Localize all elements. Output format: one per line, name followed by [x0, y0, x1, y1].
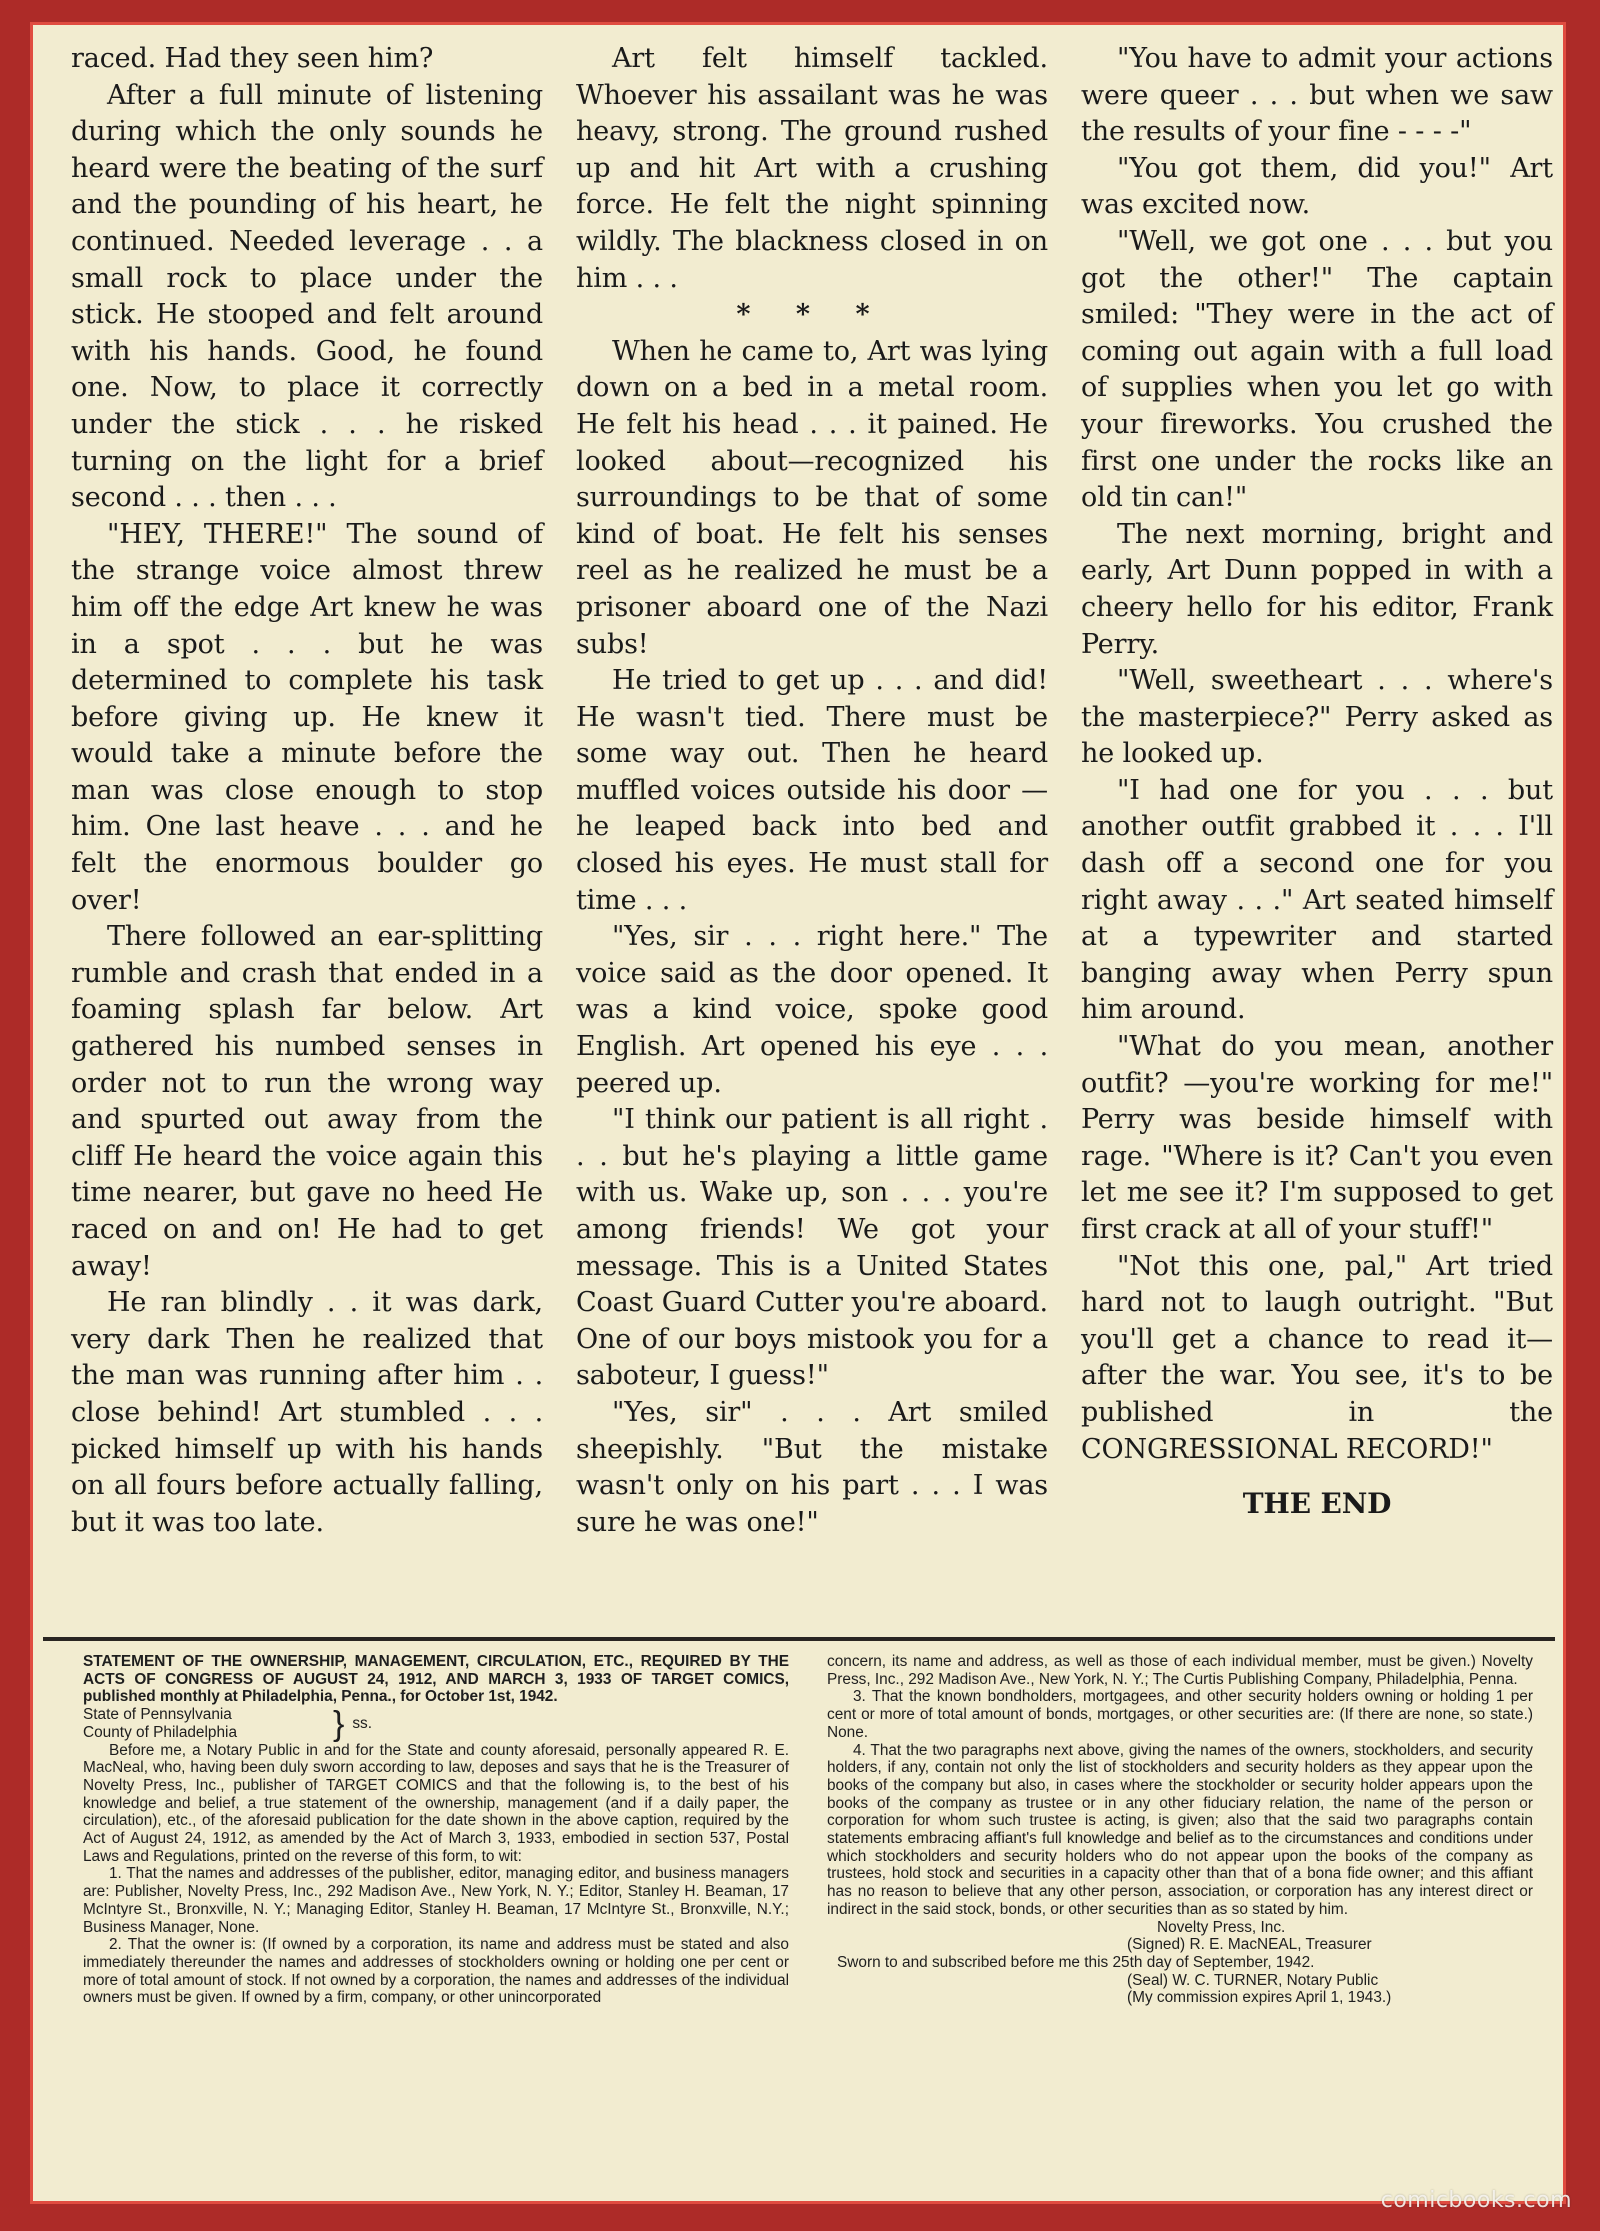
paragraph: raced. Had they seen him? [71, 43, 434, 74]
story-column-3 [1081, 41, 1553, 1616]
notary-line: (Seal) W. C. TURNER, Notary Public [1127, 1971, 1379, 1989]
story-text [71, 41, 1553, 1616]
ownership-statement [83, 1653, 1533, 2183]
state-line: State of Pennsylvania [83, 1706, 232, 1724]
paragraph: He tried to get up . . . and did! He wasn't tied. There must be some way out. Then he heard muffled voices outside his door —he leaped back into bed and closed his eyes. He must stall for time . . . [576, 665, 1048, 916]
statement-paragraph: 3. That the known bondholders, mortgagees, and other security holders owning or holding 1 per cent or more of total amount of bonds, mortgages, or other securities are: (If there are none, so state.) None. [827, 1688, 1533, 1741]
paragraph: "You have to admit your actions were queer . . . but when we saw the results of your fine - - - -" [1081, 43, 1553, 148]
paragraph: "Not this one, pal," Art tried hard not to laugh outright. "But you'll get a chance to read it—after the war. You see, it's to be published in the CONGRESSIONAL RECORD!" [1081, 1250, 1553, 1465]
paragraph: The next morning, bright and early, Art Dunn popped in with a cheery hello for his editor, Frank Perry. [1081, 518, 1553, 660]
paragraph: "I think our patient is all right . . . but he's playing a little game with us. Wake up, son . . . you're among friends! We got your message. This is a United States Coast Guard Cutter you're aboard. One of our boys mistook you for a saboteur, I guess!" [576, 1104, 1048, 1392]
section-break: * * * [736, 299, 888, 331]
venue-block [83, 1706, 789, 1741]
paragraph: "You got them, did you!" Art was excited now. [1081, 152, 1553, 221]
paragraph: When he came to, Art was lying down on a bed in a metal room. He felt his head . . . it pained. He looked about—recognized his surroundings to be that of some kind of boat. He felt his senses reel as he realized he must be a prisoner aboard one of the Nazi subs! [576, 335, 1048, 660]
paragraph: "Yes, sir . . . right here." The voice said as the door opened. It was a kind voice, spoke good English. Art opened his eye . . . peered up. [576, 921, 1048, 1099]
statement-paragraph: 2. That the owner is: (If owned by a corporation, its name and address must be stated and also immediately thereunder the names and addresses of stockholders owning or holding one per cent or more of total amount of stock. If not owned by a corporation, the names and addresses of the individual owners must be given. If owned by a firm, company, or other unincorporated [83, 1936, 789, 2007]
watermark-text: comicbooks.com [1380, 2188, 1572, 2213]
paragraph: There followed an ear-splitting rumble and crash that ended in a foaming splash far below. Art gathered his numbed senses in order not to run the wrong way and spurted out away from the cliff He heard the voice again this time nearer, but gave no heed He raced on and on! He had to get away! [71, 921, 543, 1282]
story-column-2 [576, 41, 1048, 1616]
ss-label: ss. [352, 1714, 373, 1732]
county-line: County of Philadelphia [83, 1723, 238, 1741]
brace-symbol: } [333, 1704, 345, 1743]
paragraph: "HEY, THERE!" The sound of the strange voice almost threw him off the edge Art knew he was in a spot . . . but he was determined to complete his task before giving up. He knew it would take a minute before the man was close enough to stop him. One last heave . . . and he felt the enormous boulder go over! [71, 518, 543, 916]
paragraph: He ran blindly . . it was dark, very dark Then he realized that the man was running after him . . close behind! Art stumbled . . . picked himself up with his hands on all fours before actually falling, but it was too late. [71, 1287, 543, 1538]
commission-line: (My commission expires April 1, 1943.) [1127, 1989, 1392, 2007]
signer-name: (Signed) R. E. MacNEAL, Treasurer [1127, 1936, 1372, 1954]
statement-paragraph: 1. That the names and addresses of the publisher, editor, managing editor, and business managers are: Publisher, Novelty Press, Inc., 292 Madison Ave., New York, N. Y.; Editor, Stanley H. Beaman, 17 McIntyre St., Bronxville, N. Y.; Managing Editor, Stanley H. Beaman, 17 McIntyre St., Bronxville, N.Y.; Business Manager, None. [83, 1865, 789, 1936]
statement-paragraph: concern, its name and address, as well as those of each individual member, must be given.) Novelty Press, Inc., 292 Madison Ave., New York, N. Y.; The Curtis Publishing Company, Philadelphia, Penna. [827, 1653, 1533, 1688]
statement-heading: STATEMENT OF THE OWNERSHIP, MANAGEMENT, CIRCULATION, ETC., REQUIRED BY THE ACTS OF CONGRESS OF AUGUST 24, 1912, AND MARCH 3, 1933 OF TARGET COMICS, published monthly at Philadelphia, Penna., for October 1st, 1942. [83, 1653, 789, 1706]
paragraph: "I had one for you . . . but another outfit grabbed it . . . I'll dash off a second one for you right away . . ." Art seated himself at a typewriter and started banging away when Perry spun him around. [1081, 774, 1553, 1026]
the-end-label: THE END [1242, 1487, 1392, 1521]
section-divider [43, 1637, 1555, 1641]
paragraph: "What do you mean, another outfit? —you're working for me!" Perry was beside himself with rage. "Where is it? Can't you even let me see it? I'm supposed to get first crack at all of your stuff!" [1081, 1031, 1553, 1245]
sworn-line: Sworn to and subscribed before me this 25th day of September, 1942. [837, 1953, 1315, 1971]
statement-paragraph: Before me, a Notary Public in and for the State and county aforesaid, personally appeared R. E. MacNeal, who, having been duly sworn according to law, deposes and says that he is the Treasurer of Novelty Press, Inc., publisher of TARGET COMICS and that the following is, to the best of his knowledge and belief, a true statement of the ownership, management (and if a daily paper, the circulation), etc., of the aforesaid publication for the date shown in the above caption, required by the Act of August 24, 1912, as amended by the Act of March 3, 1933, embodied in section 537, Postal Laws and Regulations, printed on the reverse of this form, to wit: [83, 1741, 789, 1865]
paragraph: "Yes, sir" . . . Art smiled sheepishly. "But the mistake wasn't only on his part . . . I was sure he was one!" [576, 1396, 1048, 1538]
paragraph: "Well, sweetheart . . . where's the masterpiece?" Perry asked as he looked up. [1081, 665, 1553, 770]
page [30, 22, 1566, 2204]
story-column-1 [71, 41, 543, 1616]
signer-company: Novelty Press, Inc. [1157, 1918, 1286, 1936]
statement-paragraph: 4. That the two paragraphs next above, giving the names of the owners, stockholders, and security holders, if any, contain not only the list of stockholders and security holders as they appear upon the books of the company but also, in cases where the stockholder or security holder appears upon the books of the company as trustee or in any other fiduciary relation, the name of the person or corporation for whom such trustee is acting, is given; also that the said two paragraphs contain statements embracing affiant's full knowledge and belief as to the circumstances and conditions under which stockholders and security holders who do not appear upon the books of the company as trustees, hold stock and securities in a capacity other than that of a bona fide owner; and this affiant has no reason to believe that any other person, association, or corporation has any interest direct or indirect in the said stock, bonds, or other securities than as so stated by him. [827, 1741, 1533, 1918]
paragraph: "Well, we got one . . . but you got the other!" The captain smiled: "They were in the act of coming out again with a full load of supplies when you let go with your fireworks. You crushed the first one under the rocks like an old tin can!" [1081, 225, 1553, 514]
paragraph: Art felt himself tackled. Whoever his assailant was he was heavy, strong. The ground rushed up and hit Art with a crushing force. He felt the night spinning wildly. The blackness closed in on him . . . [576, 43, 1048, 294]
statement-column-left [83, 1653, 789, 2183]
statement-column-right [827, 1653, 1533, 2183]
paragraph: After a full minute of listening during which the only sounds he heard were the beating of the surf and the pounding of his heart, he continued. Needed leverage . . a small rock to place under the stick. He stooped and felt around with his hands. Good, he found one. Now, to place it correctly under the stick . . . he risked turning on the light for a brief second . . . then . . . [71, 79, 543, 514]
